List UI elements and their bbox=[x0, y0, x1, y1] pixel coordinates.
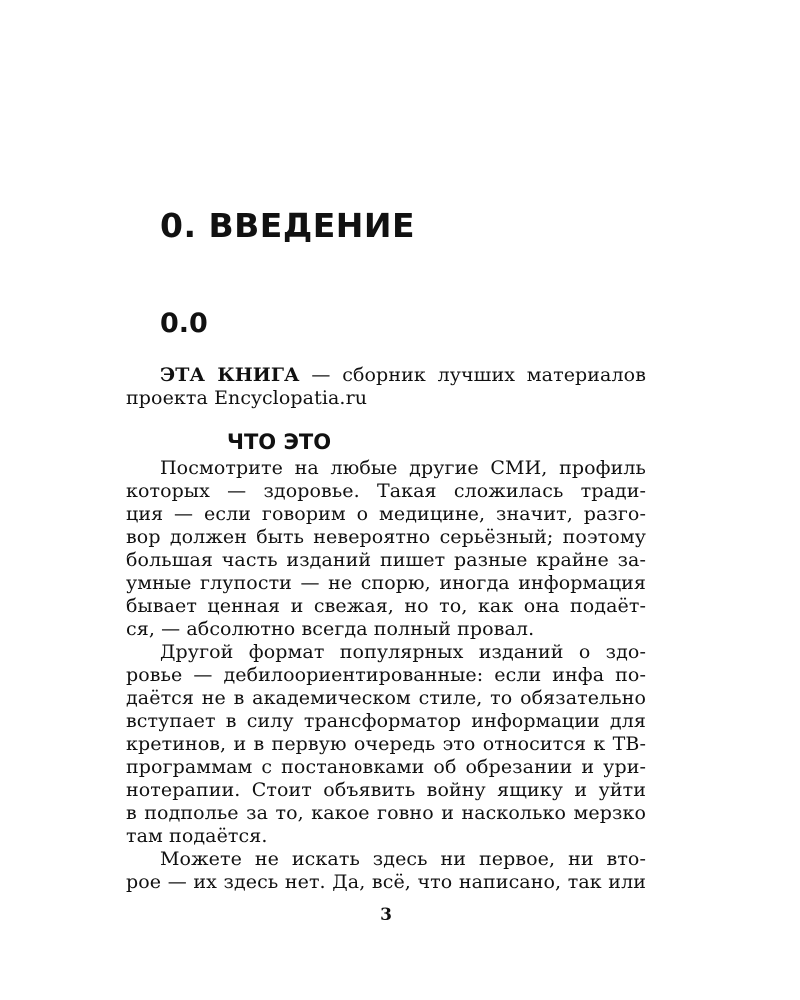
paragraph-line: вор должен быть невероятно серьёзный; поэтому bbox=[126, 526, 646, 548]
page-number: 3 bbox=[380, 905, 392, 925]
intro-line-rest: — сборник лучших материалов bbox=[299, 364, 646, 386]
paragraph-line: Можете не искать здесь ни первое, ни вто- bbox=[160, 848, 646, 870]
paragraph-line: Посмотрите на любые другие СМИ, профиль bbox=[160, 457, 646, 479]
paragraph-line: ровье — дебилоориентированные: если инфа по- bbox=[126, 664, 646, 686]
paragraph-line: вступает в силу трансформатор информации для bbox=[126, 710, 646, 732]
paragraph-line: умные глупости — не спорю, иногда информация bbox=[126, 572, 646, 594]
section-number: 0.0 bbox=[160, 308, 208, 339]
paragraph-line: даётся не в академическом стиле, то обязательно bbox=[126, 687, 646, 709]
subheading: ЧТО ЭТО bbox=[227, 430, 332, 454]
paragraph-line: которых — здоровье. Такая сложилась тради- bbox=[126, 480, 646, 502]
paragraph-line: большая часть изданий пишет разные крайне за- bbox=[126, 549, 646, 571]
chapter-title: 0. ВВЕДЕНИЕ bbox=[160, 206, 416, 245]
paragraph-line: бывает ценная и свежая, но то, как она подаёт- bbox=[126, 595, 646, 617]
intro-line: проекта Encyclopatia.ru bbox=[126, 387, 368, 409]
paragraph-line: Другой формат популярных изданий о здо- bbox=[160, 641, 646, 663]
paragraph-line: рое — их здесь нет. Да, всё, что написано, так или bbox=[126, 871, 646, 893]
paragraph-line: ция — если говорим о медицине, значит, разго- bbox=[126, 503, 646, 525]
paragraph-line: в подполье за то, какое говно и насколько мерзко bbox=[126, 802, 646, 824]
paragraph-line: кретинов, и в первую очередь это относится к ТВ- bbox=[126, 733, 646, 755]
paragraph-line: ся, — абсолютно всегда полный провал. bbox=[126, 618, 535, 640]
intro-bold-lead: ЭТА КНИГА bbox=[160, 364, 300, 386]
paragraph-line: нотерапии. Стоит объявить войну ящику и уйти bbox=[126, 779, 646, 801]
intro-line bbox=[160, 364, 646, 387]
paragraph-line: программам с постановками об обрезании и ури- bbox=[126, 756, 646, 778]
paragraph-line: там подаётся. bbox=[126, 825, 268, 847]
